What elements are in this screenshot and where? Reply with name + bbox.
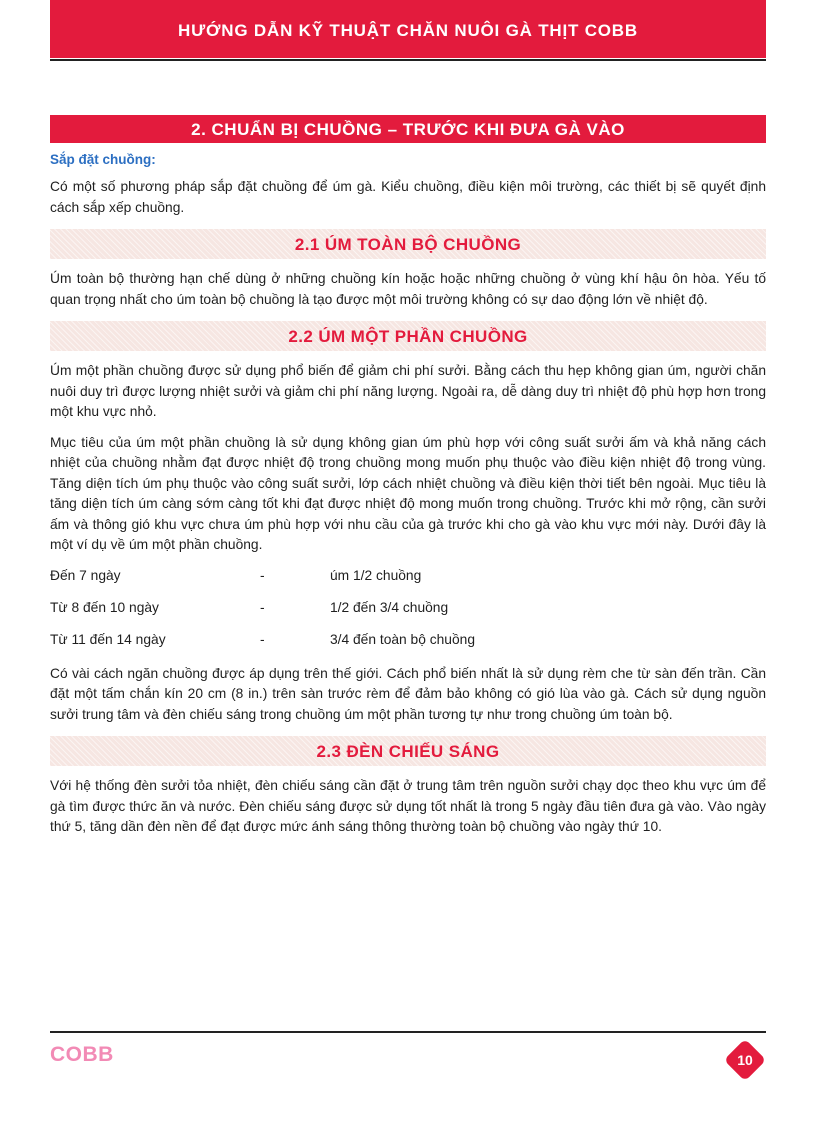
subsection-2-2-paragraph-2: Mục tiêu của úm một phần chuồng là sử dụng không gian úm phù hợp với công suất sưởi ấm và khả năng cách nhiệt của chuồng nhằm đạt được nhiệt độ trong chuồng mong muốn phụ thuộc vào điều kiện nhiệt độ trong vùng. Tăng diện tích úm phụ thuộc vào công suất sưởi, lớp cách nhiệt chuồng và điều kiện thời tiết bên ngoài. Mục tiêu là tăng diện tích úm càng sớm càng tốt khi đạt được nhiệt độ mong muốn trong chuồng. Trước khi mở rộng, cần sưởi ấm và thông gió khu vực chưa úm phù hợp với nhu cầu của gà trước khi cho gà vào khu vực mới này. Dưới đây là một ví dụ về úm một phần chuồng.: [50, 434, 766, 552]
subsection-2-1-text: Úm toàn bộ thường hạn chế dùng ở những chuồng kín hoặc hoặc những chuồng ở vùng khí hậu ôn hòa. Yếu tố quan trọng nhất cho úm toàn bộ chuồng là tạo được một môi trường không có sự dao động lớn về nhiệt độ.: [50, 271, 766, 307]
page-number: 10: [737, 1052, 753, 1068]
schedule-separator: -: [260, 631, 265, 647]
subsection-2-3-text: Với hệ thống đèn sưởi tỏa nhiệt, đèn chiếu sáng cần đặt ở trung tâm trên nguồn sưởi chạy dọc theo khu vực úm để gà tìm được thức ăn và nước. Đèn chiếu sáng được sử dụng tốt nhất là trong 5 ngày đầu tiên đưa gà vào. Vào ngày thứ 5, tăng dần đèn nền để đạt được mức ánh sáng thông thường toàn bộ chuồng vào ngày thứ 10.: [50, 778, 766, 834]
document-header-title: HƯỚNG DẪN KỸ THUẬT CHĂN NUÔI GÀ THỊT COBB: [50, 0, 766, 58]
brooding-schedule: [50, 566, 766, 662]
schedule-row: [50, 598, 766, 630]
schedule-separator: -: [260, 567, 265, 583]
header-divider: [50, 59, 766, 61]
section-subheading: Sắp đặt chuồng:: [50, 152, 156, 167]
schedule-separator: -: [260, 599, 265, 615]
section-title: 2. CHUẨN BỊ CHUỒNG – TRƯỚC KHI ĐƯA GÀ VÀO: [50, 115, 766, 143]
schedule-area: úm 1/2 chuồng: [330, 567, 422, 583]
schedule-row: [50, 630, 766, 662]
section-intro: Có một số phương pháp sắp đặt chuồng để úm gà. Kiểu chuồng, điều kiện môi trường, các thiết bị sẽ quyết định cách sắp xếp chuồng.: [50, 179, 766, 215]
subsection-2-2-paragraph-3: Có vài cách ngăn chuồng được áp dụng trên thế giới. Cách phổ biến nhất là sử dụng rèm che từ sàn đến trần. Cần đặt một tấm chắn kín 20 cm (8 in.) trên sàn trước rèm để đảm bảo không có gió lùa vào gà. Cách sử dụng nguồn sưởi trung tâm và đèn chiếu sáng trong chuồng úm một phần tương tự như trong chuồng úm toàn bộ.: [50, 665, 766, 722]
page-content: [50, 115, 766, 838]
subsection-title-2-2: 2.2 ÚM MỘT PHẦN CHUỒNG: [50, 321, 766, 351]
subsection-title-2-1: 2.1 ÚM TOÀN BỘ CHUỒNG: [50, 229, 766, 259]
schedule-period: Đến 7 ngày: [50, 567, 121, 583]
subsection-title-2-3: 2.3 ĐÈN CHIẾU SÁNG: [50, 736, 766, 766]
schedule-period: Từ 11 đến 14 ngày: [50, 631, 166, 647]
page-number-badge: [722, 1037, 768, 1083]
schedule-period: Từ 8 đến 10 ngày: [50, 599, 159, 615]
footer-divider: [50, 1031, 766, 1033]
subsection-2-2-paragraph-1: Úm một phần chuồng được sử dụng phổ biến để giảm chi phí sưởi. Bằng cách thu hẹp không gian úm, người chăn nuôi duy trì được lượng nhiệt sưởi và giảm chi phí năng lượng. Ngoài ra, dễ dàng duy trì nhiệt độ phù hợp hơn trong một khu vực nhỏ.: [50, 363, 766, 419]
cobb-logo: COBB: [50, 1043, 114, 1066]
schedule-area: 3/4 đến toàn bộ chuồng: [330, 631, 475, 647]
schedule-area: 1/2 đến 3/4 chuồng: [330, 599, 449, 615]
schedule-row: [50, 566, 766, 598]
